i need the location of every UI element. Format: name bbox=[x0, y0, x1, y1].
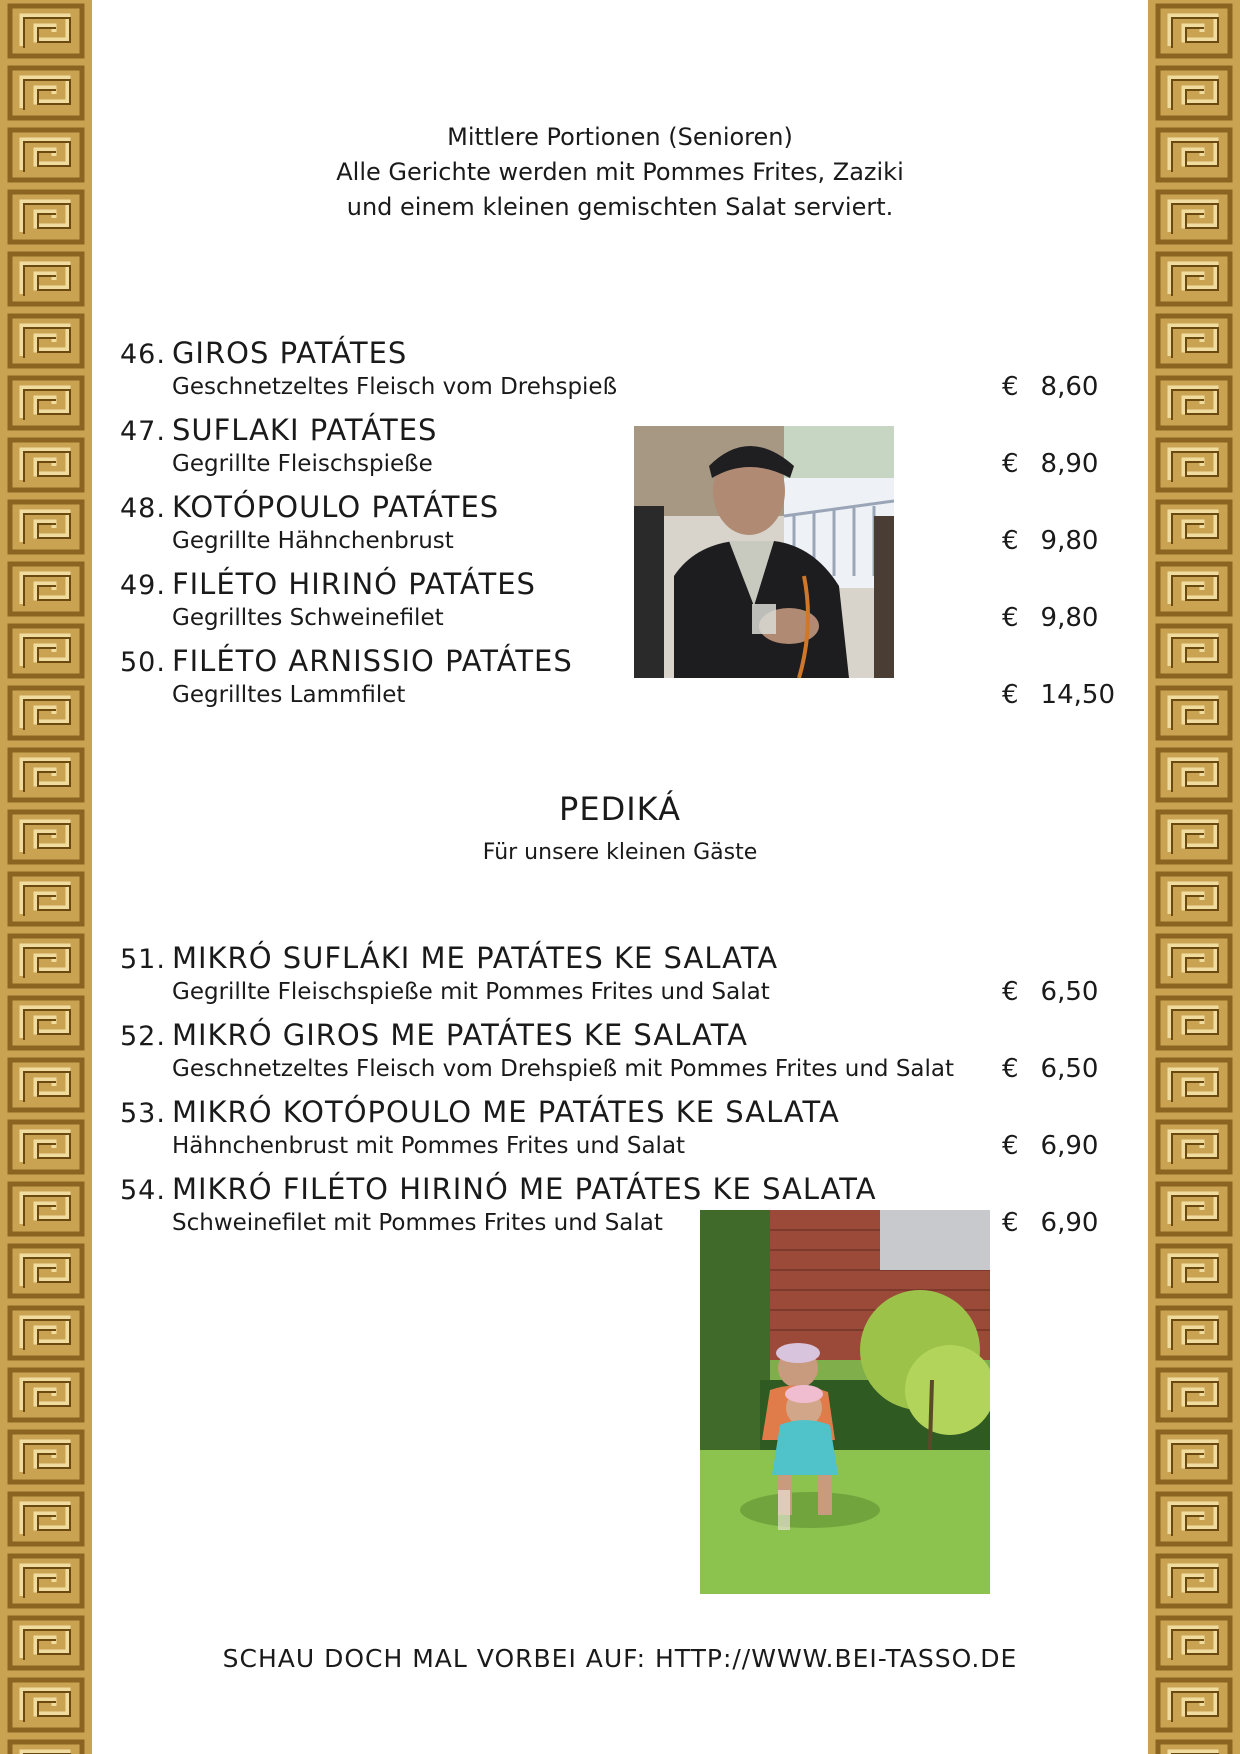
item-price bbox=[1002, 977, 1098, 1007]
item-description: Schweinefilet mit Pommes Frites und Salat bbox=[172, 1210, 663, 1236]
item-title bbox=[120, 336, 407, 370]
currency-symbol: € bbox=[1002, 1208, 1019, 1238]
menu-item-53 bbox=[120, 1095, 1120, 1173]
item-number: 49. bbox=[120, 570, 166, 601]
intro-line-3: und einem kleinen gemischten Salat serviert. bbox=[346, 193, 894, 221]
price-value: 14,50 bbox=[1040, 680, 1115, 710]
item-description: Gegrillte Fleischspieße bbox=[172, 451, 433, 477]
item-number: 51. bbox=[120, 944, 166, 975]
menu-item-52 bbox=[120, 1018, 1120, 1096]
footer-website: SCHAU DOCH MAL VORBEI AUF: HTTP://WWW.BEI-TASSO.DE bbox=[222, 1644, 1018, 1673]
item-number: 52. bbox=[120, 1021, 166, 1052]
currency-symbol: € bbox=[1002, 603, 1019, 633]
menu-item-50 bbox=[120, 644, 1120, 722]
greek-key-pattern-left bbox=[0, 0, 92, 1754]
menu-item-51 bbox=[120, 941, 1120, 1019]
item-title bbox=[120, 1018, 748, 1052]
price-value: 6,90 bbox=[1040, 1131, 1099, 1161]
item-name: MIKRÓ GIROS ME PATÁTES KE SALATA bbox=[171, 1018, 748, 1052]
item-description: Hähnchenbrust mit Pommes Frites und Salat bbox=[172, 1133, 686, 1159]
currency-symbol: € bbox=[1002, 372, 1019, 402]
item-price bbox=[1002, 526, 1098, 556]
item-price bbox=[1002, 372, 1098, 402]
greek-key-pattern-right bbox=[1148, 0, 1240, 1754]
senior-man-illustration bbox=[634, 426, 894, 678]
price-value: 6,90 bbox=[1040, 1208, 1099, 1238]
item-price bbox=[1002, 680, 1115, 710]
item-description: Gegrillte Hähnchenbrust bbox=[172, 528, 454, 554]
item-description: Geschnetzeltes Fleisch vom Drehspieß mit Pommes Frites und Salat bbox=[172, 1056, 955, 1082]
item-price bbox=[1002, 449, 1098, 479]
currency-symbol: € bbox=[1002, 1054, 1019, 1084]
children-garden-photo bbox=[700, 1210, 990, 1594]
intro-line-1: Mittlere Portionen (Senioren) bbox=[447, 123, 793, 151]
currency-symbol: € bbox=[1002, 449, 1019, 479]
item-name: FILÉTO HIRINÓ PATÁTES bbox=[171, 567, 536, 601]
children-garden-illustration bbox=[700, 1210, 990, 1594]
item-number: 46. bbox=[120, 339, 166, 370]
item-number: 47. bbox=[120, 416, 166, 447]
menu-item-49 bbox=[120, 567, 1120, 645]
item-title bbox=[120, 413, 437, 447]
kids-section-title: PEDIKÁ bbox=[559, 790, 681, 828]
price-value: 9,80 bbox=[1040, 603, 1099, 633]
currency-symbol: € bbox=[1002, 526, 1019, 556]
price-value: 6,50 bbox=[1040, 977, 1099, 1007]
item-name: FILÉTO ARNISSIO PATÁTES bbox=[171, 644, 573, 678]
item-title bbox=[120, 1172, 877, 1206]
menu-item-47 bbox=[120, 413, 1120, 491]
item-title bbox=[120, 1095, 840, 1129]
senior-man-photo bbox=[634, 426, 894, 678]
intro-line-2: Alle Gerichte werden mit Pommes Frites, Zaziki bbox=[336, 158, 904, 186]
item-name: MIKRÓ KOTÓPOULO ME PATÁTES KE SALATA bbox=[171, 1095, 840, 1129]
menu-item-48 bbox=[120, 490, 1120, 568]
currency-symbol: € bbox=[1002, 1131, 1019, 1161]
price-value: 9,80 bbox=[1040, 526, 1099, 556]
item-name: MIKRÓ FILÉTO HIRINÓ ME PATÁTES KE SALATA bbox=[171, 1172, 877, 1206]
price-value: 8,60 bbox=[1040, 372, 1099, 402]
menu-item-46 bbox=[120, 336, 1120, 414]
item-number: 53. bbox=[120, 1098, 166, 1129]
item-description: Gegrilltes Schweinefilet bbox=[172, 605, 444, 631]
item-number: 48. bbox=[120, 493, 166, 524]
item-name: SUFLAKI PATÁTES bbox=[171, 413, 438, 447]
item-name: KOTÓPOULO PATÁTES bbox=[171, 490, 500, 524]
greek-key-border-left bbox=[0, 0, 92, 1754]
item-description: Gegrillte Fleischspieße mit Pommes Frites und Salat bbox=[172, 979, 770, 1005]
item-title bbox=[120, 644, 573, 678]
price-value: 8,90 bbox=[1040, 449, 1099, 479]
item-price bbox=[1002, 603, 1098, 633]
item-name: GIROS PATÁTES bbox=[171, 336, 408, 370]
item-title bbox=[120, 941, 778, 975]
item-price bbox=[1002, 1054, 1098, 1084]
price-value: 6,50 bbox=[1040, 1054, 1099, 1084]
item-description: Geschnetzeltes Fleisch vom Drehspieß bbox=[172, 374, 618, 400]
item-price bbox=[1002, 1131, 1098, 1161]
item-description: Gegrilltes Lammfilet bbox=[172, 682, 406, 708]
currency-symbol: € bbox=[1002, 977, 1019, 1007]
item-title bbox=[120, 567, 536, 601]
kids-section-subtitle: Für unsere kleinen Gäste bbox=[482, 840, 758, 865]
item-title bbox=[120, 490, 499, 524]
item-number: 50. bbox=[120, 647, 166, 678]
currency-symbol: € bbox=[1002, 680, 1019, 710]
item-price bbox=[1002, 1208, 1098, 1238]
greek-key-border-right bbox=[1148, 0, 1240, 1754]
item-name: MIKRÓ SUFLÁKI ME PATÁTES KE SALATA bbox=[171, 941, 779, 975]
item-number: 54. bbox=[120, 1175, 166, 1206]
